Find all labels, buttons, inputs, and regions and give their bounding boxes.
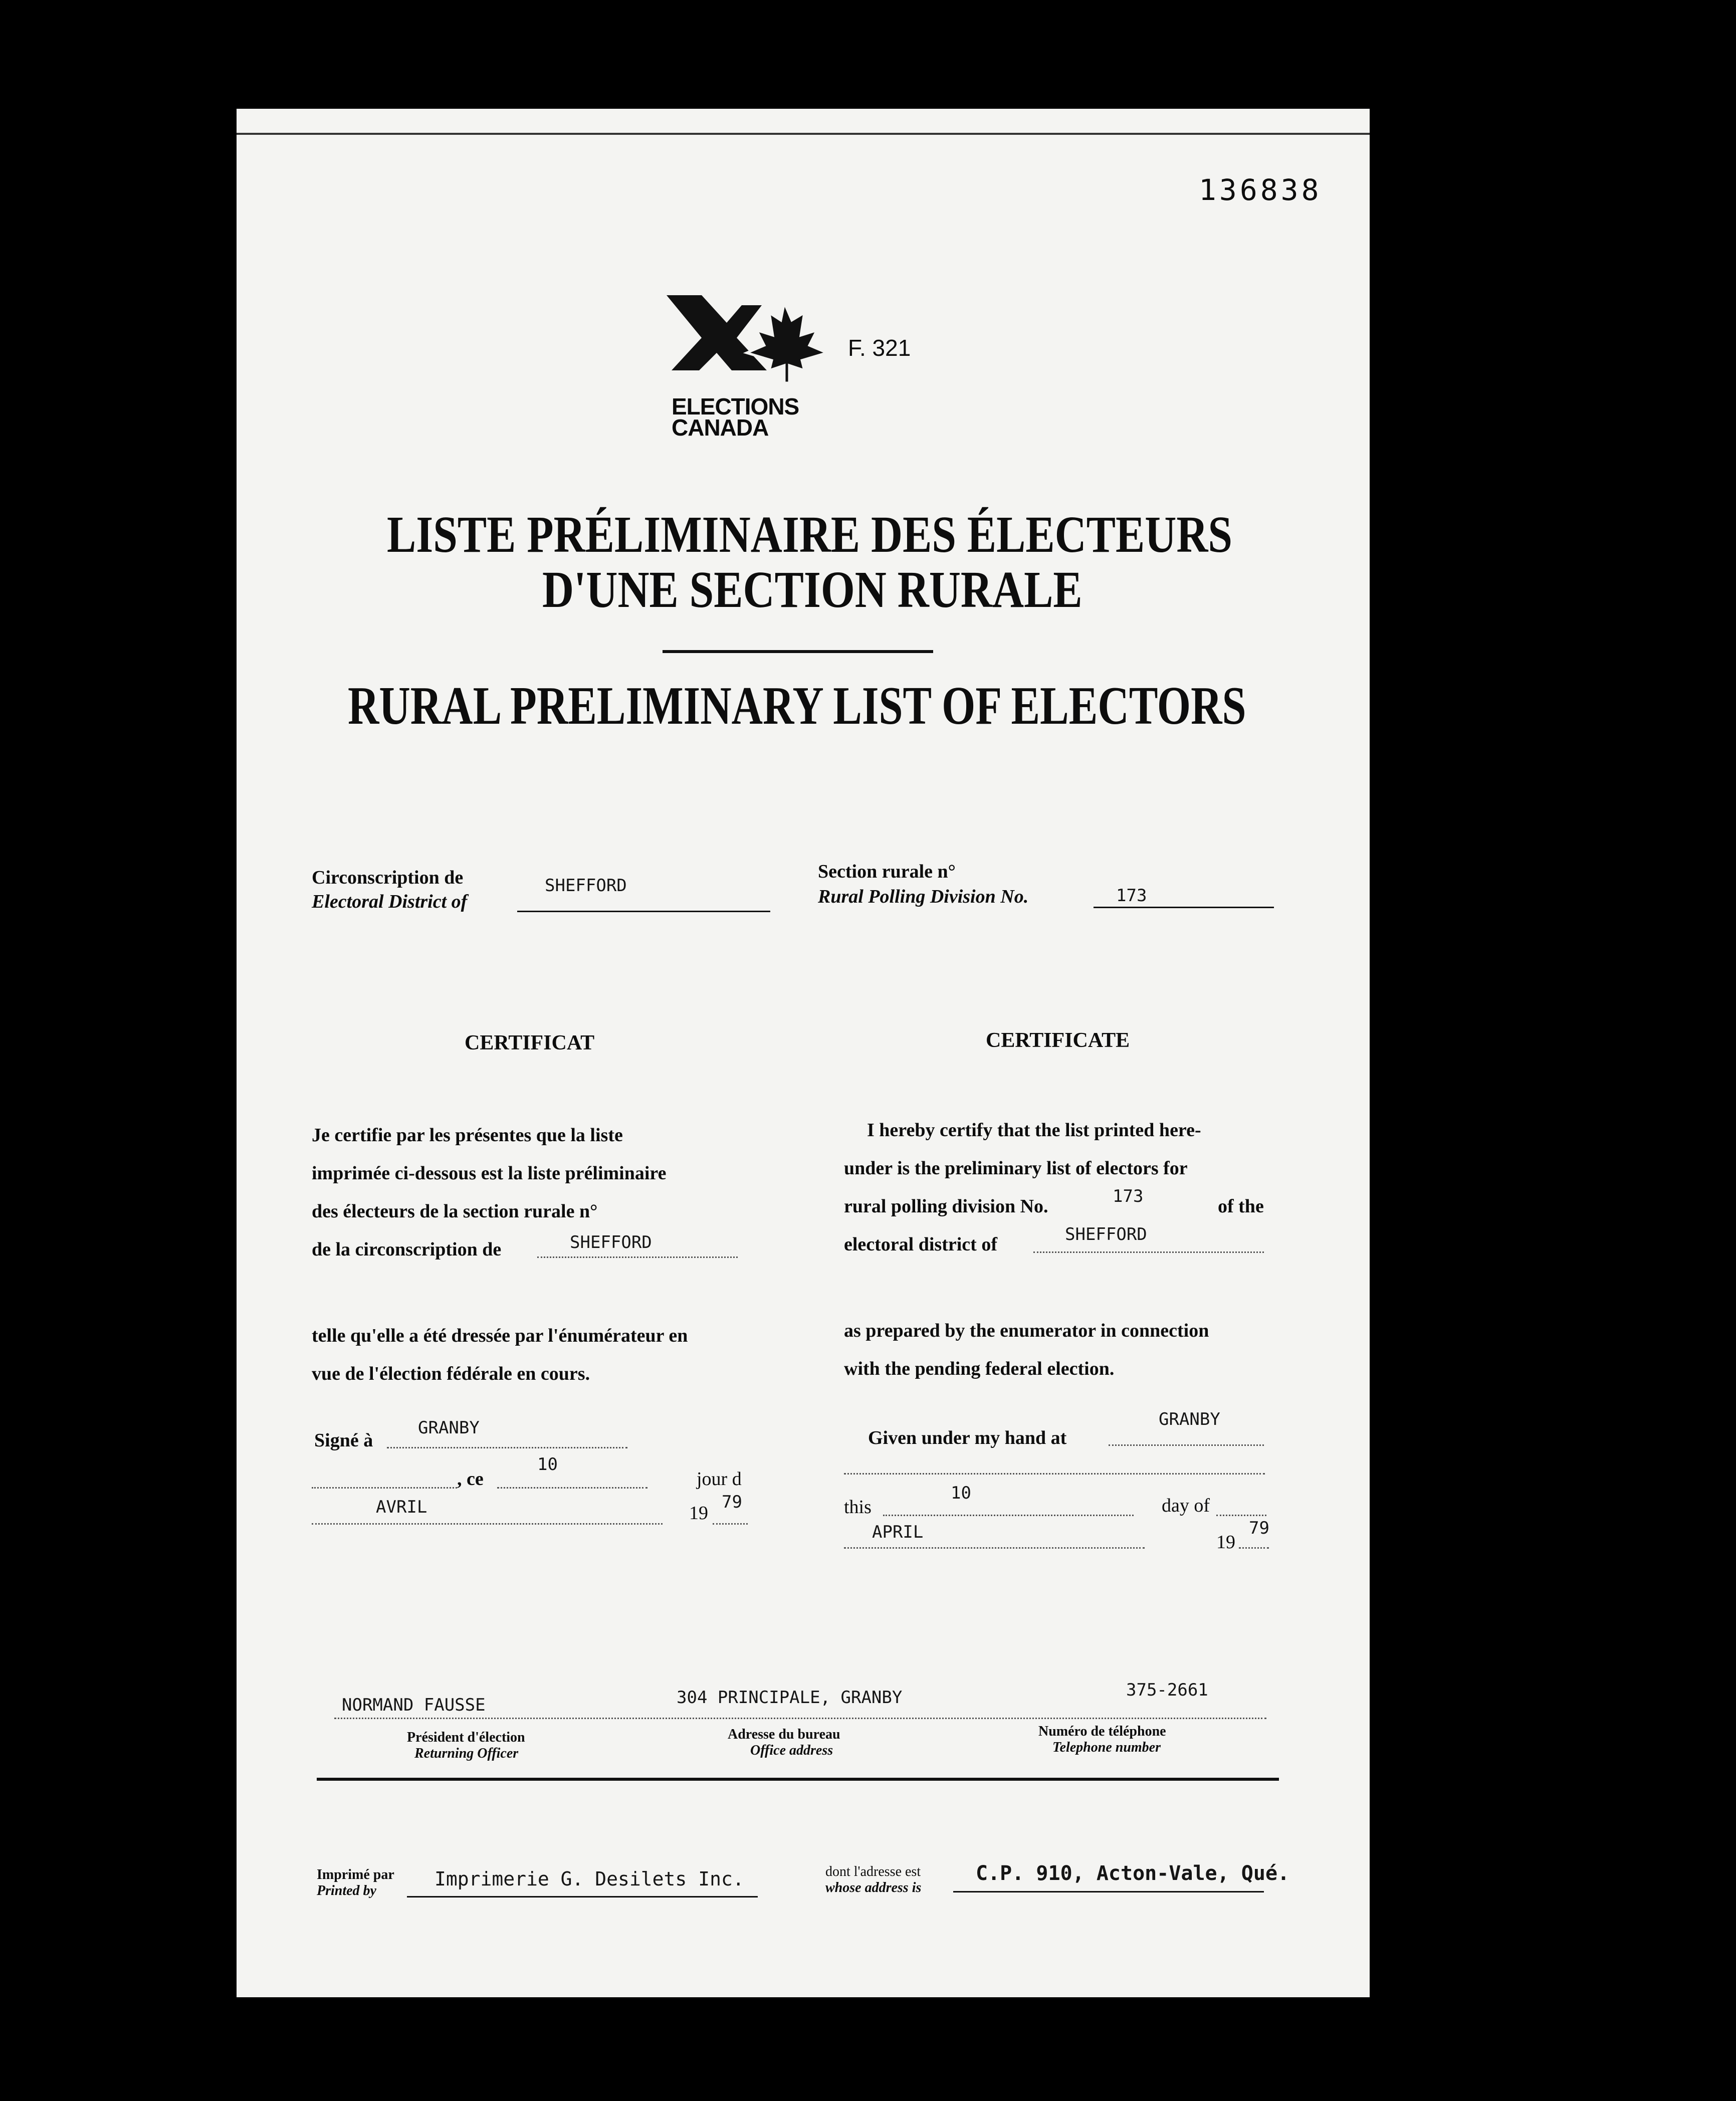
district-value: SHEFFORD	[545, 876, 627, 896]
cert-fr-line-6: vue de l'élection fédérale en cours.	[312, 1363, 590, 1384]
officer-phone-label-fr: Numéro de téléphone	[1038, 1724, 1166, 1739]
cert-en-line-1: I hereby certify that the list printed here-	[867, 1120, 1201, 1141]
cert-en-dayof-dots	[1216, 1515, 1266, 1516]
printer-address: C.P. 910, Acton-Vale, Qué.	[976, 1862, 1290, 1885]
title-english: RURAL PRELIMINARY LIST OF ELECTORS	[348, 676, 1246, 736]
district-label-fr: Circonscription de	[312, 867, 464, 888]
cert-fr-ce-dots	[312, 1487, 457, 1489]
officer-address-label-fr: Adresse du bureau	[728, 1727, 840, 1742]
printer-name-underline	[407, 1896, 758, 1898]
cert-fr-line-1: Je certifie par les présentes que la liste	[312, 1125, 623, 1146]
printer-address-label-fr: dont l'adresse est	[825, 1864, 921, 1879]
cert-fr-jour-label: jour d	[697, 1468, 742, 1490]
cert-en-day-dots	[883, 1515, 1134, 1516]
cert-en-line-2: under is the preliminary list of electors for	[844, 1158, 1188, 1179]
cert-fr-year-dots	[713, 1523, 748, 1525]
cert-fr-ce-label: , ce	[457, 1468, 484, 1490]
cert-fr-day-value: 10	[537, 1454, 558, 1475]
cert-fr-line-2: imprimée ci-dessous est la liste préliminaire	[312, 1163, 667, 1184]
cert-fr-signed-value: GRANBY	[418, 1418, 480, 1438]
cert-fr-year-value: 79	[722, 1492, 742, 1512]
cert-en-line-3b: of the	[1218, 1196, 1264, 1217]
printer-address-underline	[953, 1891, 1264, 1893]
cert-en-given-value: GRANBY	[1159, 1409, 1220, 1429]
cert-en-year-value: 79	[1249, 1518, 1269, 1538]
title-separator	[663, 650, 933, 653]
cert-en-given-label: Given under my hand at	[868, 1427, 1067, 1448]
division-label-en: Rural Polling Division No.	[818, 886, 1029, 907]
district-underline	[517, 911, 770, 912]
cert-fr-line-3: des électeurs de la section rurale n°	[312, 1201, 598, 1222]
cert-en-day-value: 10	[951, 1483, 971, 1503]
logo-elections-text: ELECTIONS	[672, 393, 799, 419]
cert-en-month-value: APRIL	[872, 1522, 924, 1542]
cert-en-given-dots	[1109, 1444, 1264, 1446]
division-label-fr: Section rurale n°	[818, 861, 956, 882]
cert-fr-signed-dots	[387, 1447, 627, 1448]
serial-number: 136838	[1199, 173, 1322, 207]
cert-en-year-prefix: 19	[1216, 1532, 1235, 1553]
cert-fr-district-value: SHEFFORD	[570, 1232, 652, 1252]
officer-phone-label-en: Telephone number	[1052, 1740, 1161, 1755]
cert-en-month-dots	[844, 1547, 1145, 1549]
officer-dots	[334, 1718, 1266, 1719]
cert-en-line-3a: rural polling division No.	[844, 1196, 1048, 1217]
cert-en-line-5: as prepared by the enumerator in connection	[844, 1320, 1209, 1341]
division-value: 173	[1116, 886, 1147, 906]
officer-separator-rule	[317, 1778, 1279, 1781]
officer-name: NORMAND FAUSSE	[342, 1695, 486, 1715]
printer-address-label-en: whose address is	[825, 1880, 922, 1896]
cert-fr-day-dots	[497, 1487, 647, 1489]
printer-name: Imprimerie G. Desilets Inc.	[435, 1868, 744, 1890]
document-page	[237, 109, 1370, 1997]
title-french-line-2: D'UNE SECTION RURALE	[542, 561, 1082, 618]
cert-en-district-value: SHEFFORD	[1065, 1224, 1147, 1244]
officer-name-label-fr: Président d'élection	[407, 1730, 525, 1745]
cert-fr-line-5: telle qu'elle a été dressée par l'énumérateur en	[312, 1325, 688, 1346]
cert-en-division-value: 173	[1113, 1186, 1144, 1206]
cert-fr-district-dots	[537, 1256, 738, 1258]
cert-fr-year-prefix: 19	[689, 1503, 708, 1524]
officer-address-label-en: Office address	[750, 1743, 833, 1758]
form-number: F. 321	[848, 335, 911, 361]
printer-label-fr: Imprimé par	[317, 1867, 394, 1882]
division-underline	[1094, 907, 1274, 908]
cert-en-dayof-label: day of	[1162, 1495, 1210, 1516]
cert-fr-line-4: de la circonscription de	[312, 1239, 502, 1260]
top-rule	[237, 133, 1370, 135]
cert-en-line-6: with the pending federal election.	[844, 1358, 1115, 1379]
elections-canada-logo-icon	[667, 295, 837, 395]
cert-en-heading: CERTIFICATE	[986, 1029, 1130, 1052]
officer-phone: 375-2661	[1126, 1680, 1208, 1700]
district-label-en: Electoral District of	[312, 891, 468, 912]
cert-fr-month-value: AVRIL	[376, 1497, 427, 1517]
logo-canada-text: CANADA	[672, 414, 769, 441]
cert-fr-signed-label: Signé à	[314, 1430, 373, 1451]
cert-fr-heading: CERTIFICAT	[465, 1031, 595, 1055]
cert-en-district-dots	[1033, 1251, 1264, 1253]
cert-fr-month-dots	[312, 1523, 663, 1525]
officer-name-label-en: Returning Officer	[414, 1746, 519, 1761]
title-french-line-1: LISTE PRÉLIMINAIRE DES ÉLECTEURS	[387, 506, 1233, 563]
cert-en-blank-dots	[844, 1473, 1265, 1475]
officer-address: 304 PRINCIPALE, GRANBY	[677, 1688, 903, 1708]
cert-en-this-label: this	[844, 1497, 872, 1518]
cert-en-year-dots	[1239, 1547, 1269, 1549]
cert-en-line-4: electoral district of	[844, 1234, 997, 1255]
printer-label-en: Printed by	[317, 1883, 376, 1899]
